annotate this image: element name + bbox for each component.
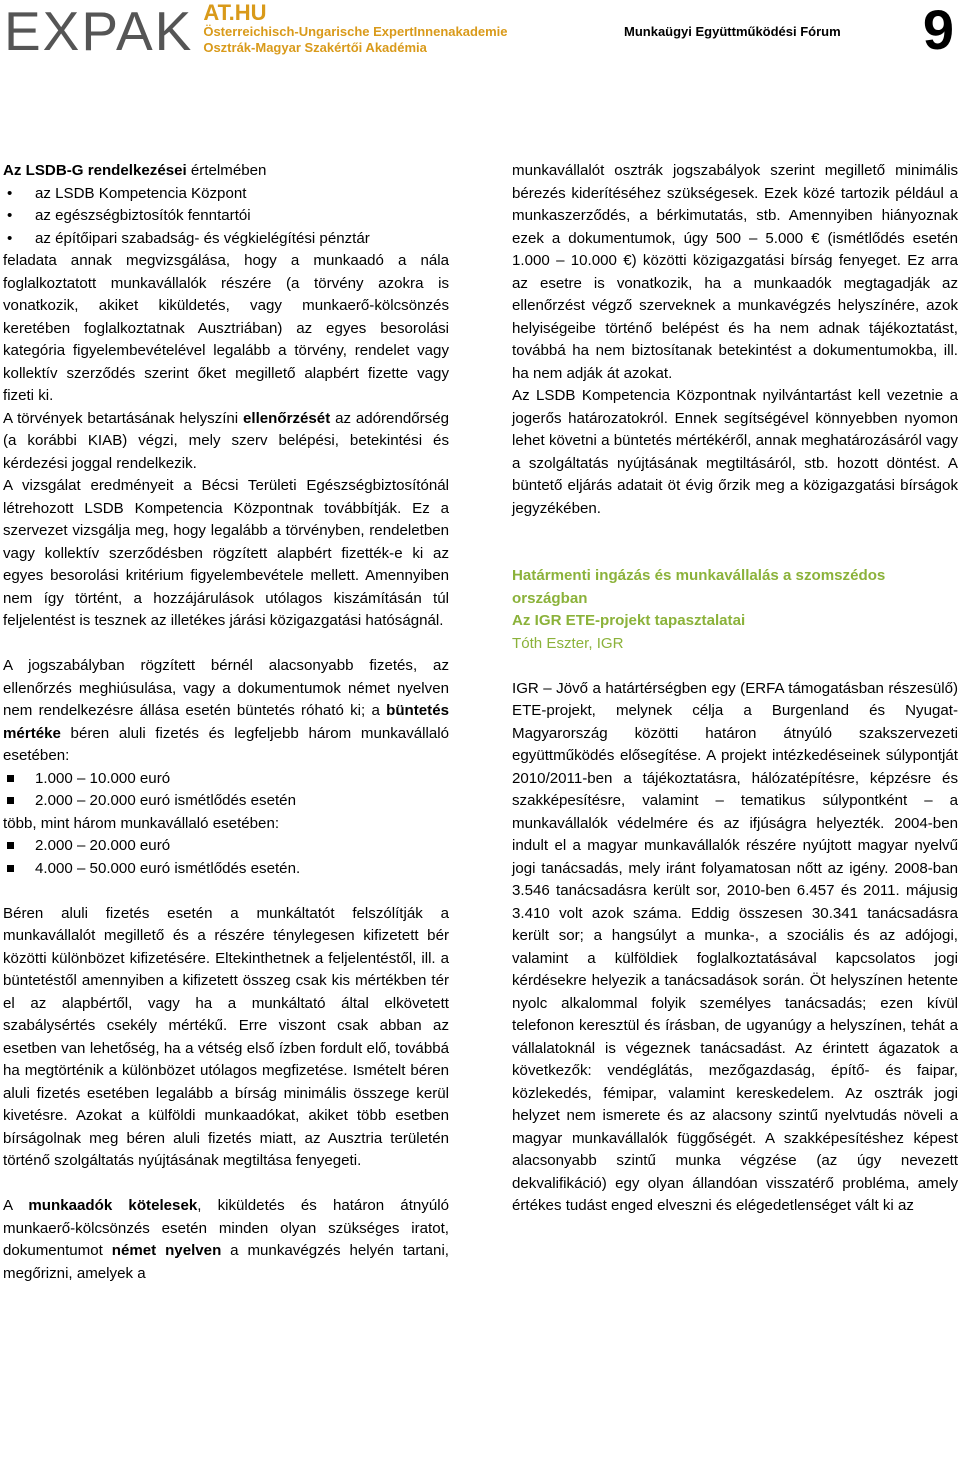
right-column: [512, 160, 958, 1218]
text: értelmében: [186, 162, 267, 179]
paragraph: Az LSDB Kompetencia Központnak nyilvántartást kell vezetnie a jogerős határozatokról. Ennek segítségével könnyebben nyomon lehet követni a büntetés mértékéről, annak meghatározásáról vagy a szolgáltatás nyújtásának megtiltásáról, stb. hozott döntést. A büntető eljárás adatait öt évig őrzik meg a közigazgatási bírságok jegyzékében.: [512, 387, 958, 517]
section-heading: Határmenti ingázás és munkavállalás a szomszédos országban: [512, 567, 886, 607]
fine-list: [3, 768, 449, 813]
paragraph: feladata annak megvizsgálása, hogy a munkaadó a nála foglalkoztatott munkavállalók részére (a törvény azokra is vonatkozik, akiket kiküldetés, vagy munkaerő-kölcsönzés keretében foglalkoztatnak Ausztriában) az egyes besorolási kategória figyelembevételével legalább a törvény, rendelet vagy kollektív szerződés szerint őket megillető alapbért fizette vagy fizeti ki.: [3, 252, 449, 404]
list-item: 4.000 – 50.000 euró ismétlődés esetén.: [3, 858, 449, 881]
logo-subtitle: [203, 2, 507, 56]
list-item: 1.000 – 10.000 euró: [3, 768, 449, 791]
paragraph: Béren aluli fizetés esetén a munkáltatót felszólítják a munkavállalót megillető és a részére ténylegesen kifizetett bér közötti különbözet kifizetésére. Eltekinthetnek a feljelentéstől, ill. a büntetéstől amennyiben a kifizetett összeg csak kis mértékben tér el az alapbértől, vagy ha a munkáltató által elkövetett szabálysértés csekély mértékű. Erre viszont csak abban az esetben van lehetőség, ha a vétség első ízben fordult elő, továbbá ha megtörténik a különbözet utólagos megfizetése. Ismételt béren aluli fizetés esetében legalább a bírság minimális összege kerül kivetésre. Azokat a külföldi munkaadókat, akiket több esetben bírságolnak meg béren aluli fizetés miatt, az Ausztria területén történő szolgáltatás nyújtásának megtiltása fenyegeti.: [3, 904, 449, 1169]
paragraph: több, mint három munkavállaló esetében:: [3, 814, 280, 832]
left-column: [3, 160, 449, 1285]
paragraph: A vizsgálat eredményeit a Bécsi Területi Egészségbiztosítónál létrehozott LSDB Kompetencia Központnak továbbítják. Ez a szervezet vizsgálja meg, hogy legalább a törvényben, rendeletben vagy kollektív szerződésben rögzített alapbért fizették-e ki az egyes besorolási kritérium figyelembevétele mellett. Amennyiben nem így történt, a hozzájárulások utólagos kiszámításán túl feljelentést is tesznek az illetékes járási közigazgatási hatóságnál.: [3, 477, 449, 629]
list-item: • az építőipari szabadság- és végkielégítési pénztár: [3, 228, 449, 251]
text: A törvények betartásának helyszíni: [3, 409, 243, 427]
bold-text: Az LSDB-G rendelkezései: [3, 162, 187, 179]
bold-text: munkaadók kötelesek: [28, 1197, 198, 1214]
bullet-list: [3, 183, 449, 251]
list-item: • az LSDB Kompetencia Központ: [3, 183, 449, 206]
logo-line-hu: Osztrák-Magyar Szakértői Akadémia: [203, 40, 427, 55]
text: az adórendőrség (a korábbi KIAB) végzi, mely szerv belépési, betekintési és kérdezési joggal rendelkezik.: [3, 409, 449, 472]
bold-text: ellenőrzését: [242, 409, 331, 427]
list-item: • az egészségbiztosítók fenntartói: [3, 205, 449, 228]
text: , kiküldetés és határon átnyúló munkaerő-kölcsönzés esetén minden olyan szükséges iratot, dokumentumot: [3, 1197, 449, 1259]
paragraph: [3, 655, 449, 768]
logo-line-de: Österreichisch-Ungarische ExpertInnenakademie: [203, 24, 508, 39]
bold-text: büntetés mértéke: [3, 702, 449, 742]
expak-logo: [4, 0, 508, 62]
paragraph: IGR – Jövő a határtérségben egy (ERFA támogatásban részesülő) ETE-projekt, melynek célja a Burgenland és Nyugat-Magyarország közötti határon átnyúló szakszervezeti együttműködés elősegítése. A projekt intézkedéseinek súlypontját 2010/2011-ben a tájékoztatásra, hálózatépítésre, képzésre és szakképesítésre, valamint – tematikus súlypontként – a munkavállalók védelmére és az ifjúságra helyezték. 2004-ben indult el a magyar munkavállalók részére nyújtott magyar nyelvű jogi tanácsadás, mely iránt folyamatosan nőtt az igény. 2008-ban 3.546 tanácsadásra került sor, 2010-ben 6.457 és 2011. májusig 3.410 volt azok száma. Eddig összesen 30.341 tanácsadásra került sor; a hangsúlyt a munka-, a szociális és az adójogi, valamint a külföldiek foglalkoztatásával kapcsolatos jogi kérdésekre helyezik a tanácsadások során. Öt helyszínen hetente nyolc alkalommal folyik személyes tanácsadás; ezen kívül telefonon keresztül és írásban, de ugyanúgy a helyszínen, tehát a vállalatoknál is végeznek tanácsadást. Az érintett ágazatok a következők: vendéglátás, mezőgazdaság, építő- és faipar, közlekedés, fémipar, valamint kereskedelem. Az osztrák jogi helyzet nem ismerete és az alacsony szintű nyelvtudás növeli a magyar munkavállalók függőségét. A szakképesítéshez képest alacsonyabb szintű munka végzése (az úgy nevezett dekvalifikáció) egy olyan állandóan visszatérő probléma, amely értékes tudást enged elveszni és elégedetlenséget vált ki az: [512, 679, 958, 1214]
list-item: 2.000 – 20.000 euró ismétlődés esetén: [3, 790, 449, 813]
bold-text: német nyelven: [111, 1242, 222, 1259]
page-number: 9: [922, 0, 954, 61]
text: a munkavégzés helyén tartani, megőrizni, amelyek a: [3, 1242, 449, 1282]
author-line: Tóth Eszter, IGR: [512, 634, 624, 652]
text: A: [3, 1197, 29, 1214]
section-subheading: Az IGR ETE-projekt tapasztalatai: [512, 612, 746, 629]
forum-title: Munkaügyi Együttműködési Fórum: [624, 24, 841, 39]
text: A jogszabályban rögzített bérnél alacsonyabb fizetés, az ellenőrzés meghiúsulása, vagy a dokumentumok német nyelven nem rendelkezésre állása esetén büntetés róható ki; a: [3, 657, 449, 719]
fine-list: [3, 835, 449, 880]
paragraph: [3, 1195, 449, 1285]
logo-wordmark: EXPAK: [4, 0, 194, 62]
paragraph: [3, 408, 449, 476]
list-item: 2.000 – 20.000 euró: [3, 835, 449, 858]
page-header: [0, 0, 960, 70]
text: béren aluli fizetés és legfeljebb három munkavállaló esetében:: [3, 724, 449, 764]
logo-domain: AT.HU: [203, 0, 267, 25]
paragraph: munkavállalót osztrák jogszabályok szerint megillető minimális bérezés kiderítéséhez szükségesek. Ezek közé tartozik például a munkaszerződés, a bérkimutatás, stb. Amennyiben hiányoznak ezek a dokumentumok, úgy 500 – 5.000 € (ismétlődés esetén 1.000 – 10.000 €) közötti közigazgatási bírság fenyeget. Ez arra az esetre is vonatkozik, ha a munkaadók megtagadják az ellenőrzést végző szerveknek a munkavégzés helyszínére, azok helyiségeibe történő belépést és ha nem adnak tájékoztatást, továbbá ha nem biztosítanak betekintést a dokumentumokba, ill. ha nem adják át azokat.: [512, 162, 958, 382]
paragraph: [3, 160, 449, 183]
